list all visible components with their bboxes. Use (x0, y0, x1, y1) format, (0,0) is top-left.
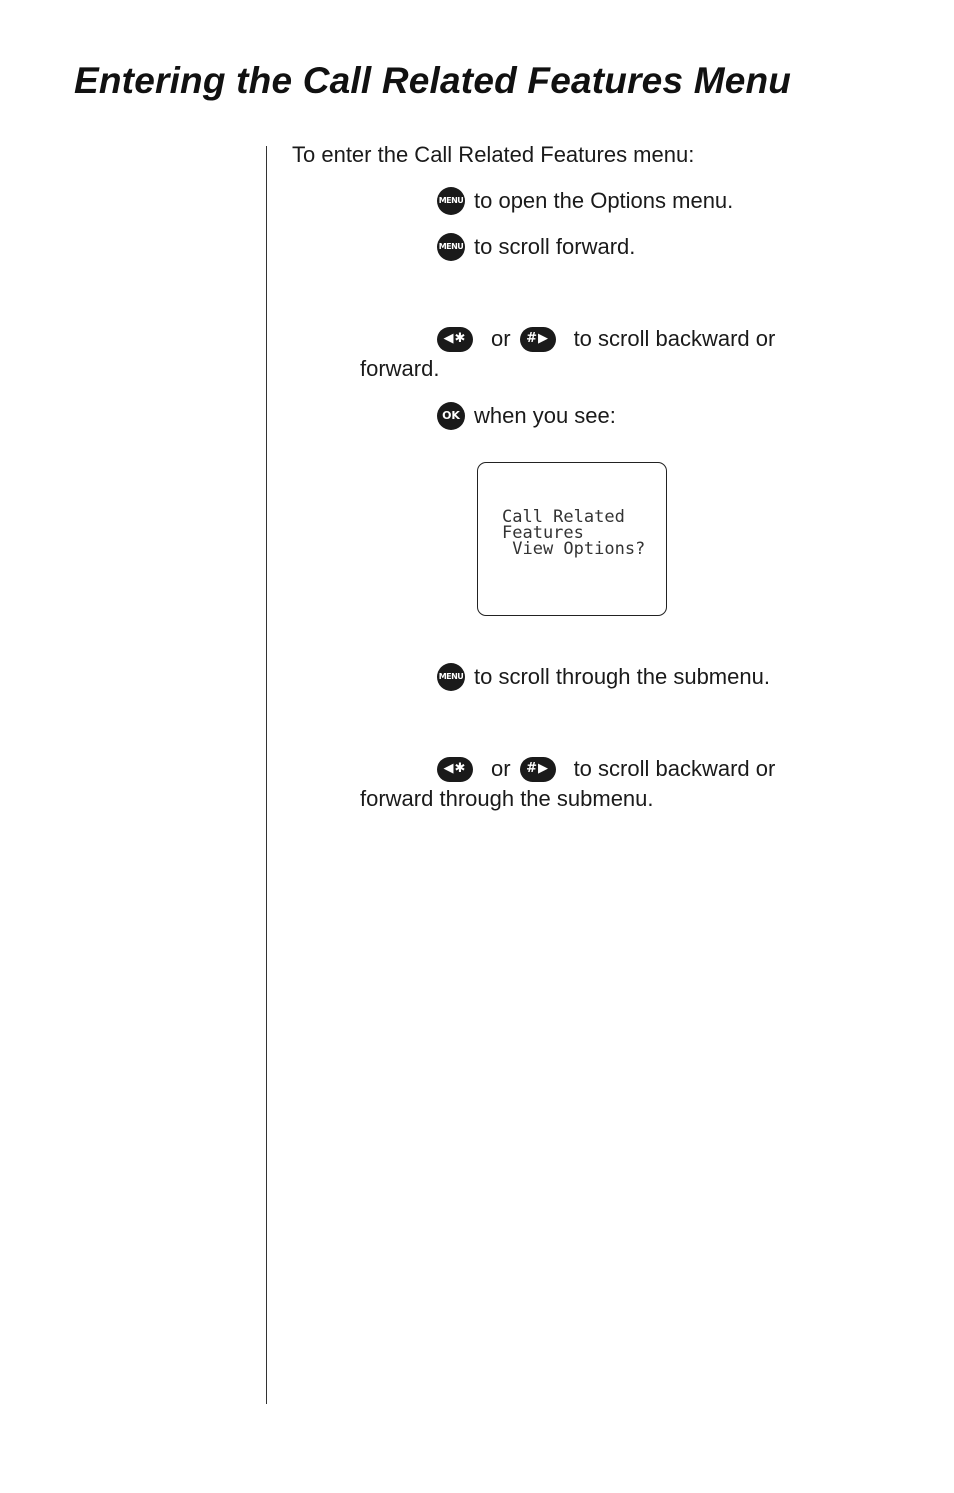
menu-key-icon: MENU (437, 233, 465, 261)
display-line-1: Call Related (502, 507, 625, 527)
display-line-2: Features (502, 523, 584, 543)
step-scroll-submenu-back-forward (437, 754, 775, 784)
step-continuation: forward. (360, 356, 440, 381)
step-open-options (437, 186, 733, 216)
ok-key-icon: OK (437, 402, 465, 430)
or-text: or (491, 326, 511, 351)
step-text: to scroll backward or (573, 326, 776, 351)
menu-key-icon: MENU (437, 187, 465, 215)
step-ok (437, 401, 616, 431)
step-text: to open the Options menu. (474, 188, 734, 213)
step-text: to scroll through the submenu. (474, 664, 770, 689)
intro-text: To enter the Call Related Features menu: (292, 142, 695, 167)
or-text: or (491, 756, 511, 781)
phone-display (477, 462, 667, 616)
step-scroll-forward (437, 232, 635, 262)
menu-key-icon: MENU (437, 663, 465, 691)
display-line-3: View Options? (502, 539, 646, 559)
pound-right-key-icon: #▶ (520, 757, 556, 782)
page-title: Entering the Call Related Features Menu (74, 60, 792, 101)
step-text: to scroll backward or (573, 756, 776, 781)
step-scroll-back-forward (437, 324, 775, 354)
margin-rule (266, 146, 267, 1404)
step-text: to scroll forward. (474, 234, 636, 259)
pound-right-key-icon: #▶ (520, 327, 556, 352)
step-text: when you see: (474, 403, 616, 428)
step-continuation: forward through the submenu. (360, 786, 654, 811)
star-left-key-icon: ◀✱ (437, 757, 473, 782)
star-left-key-icon: ◀✱ (437, 327, 473, 352)
step-scroll-submenu (437, 662, 770, 692)
